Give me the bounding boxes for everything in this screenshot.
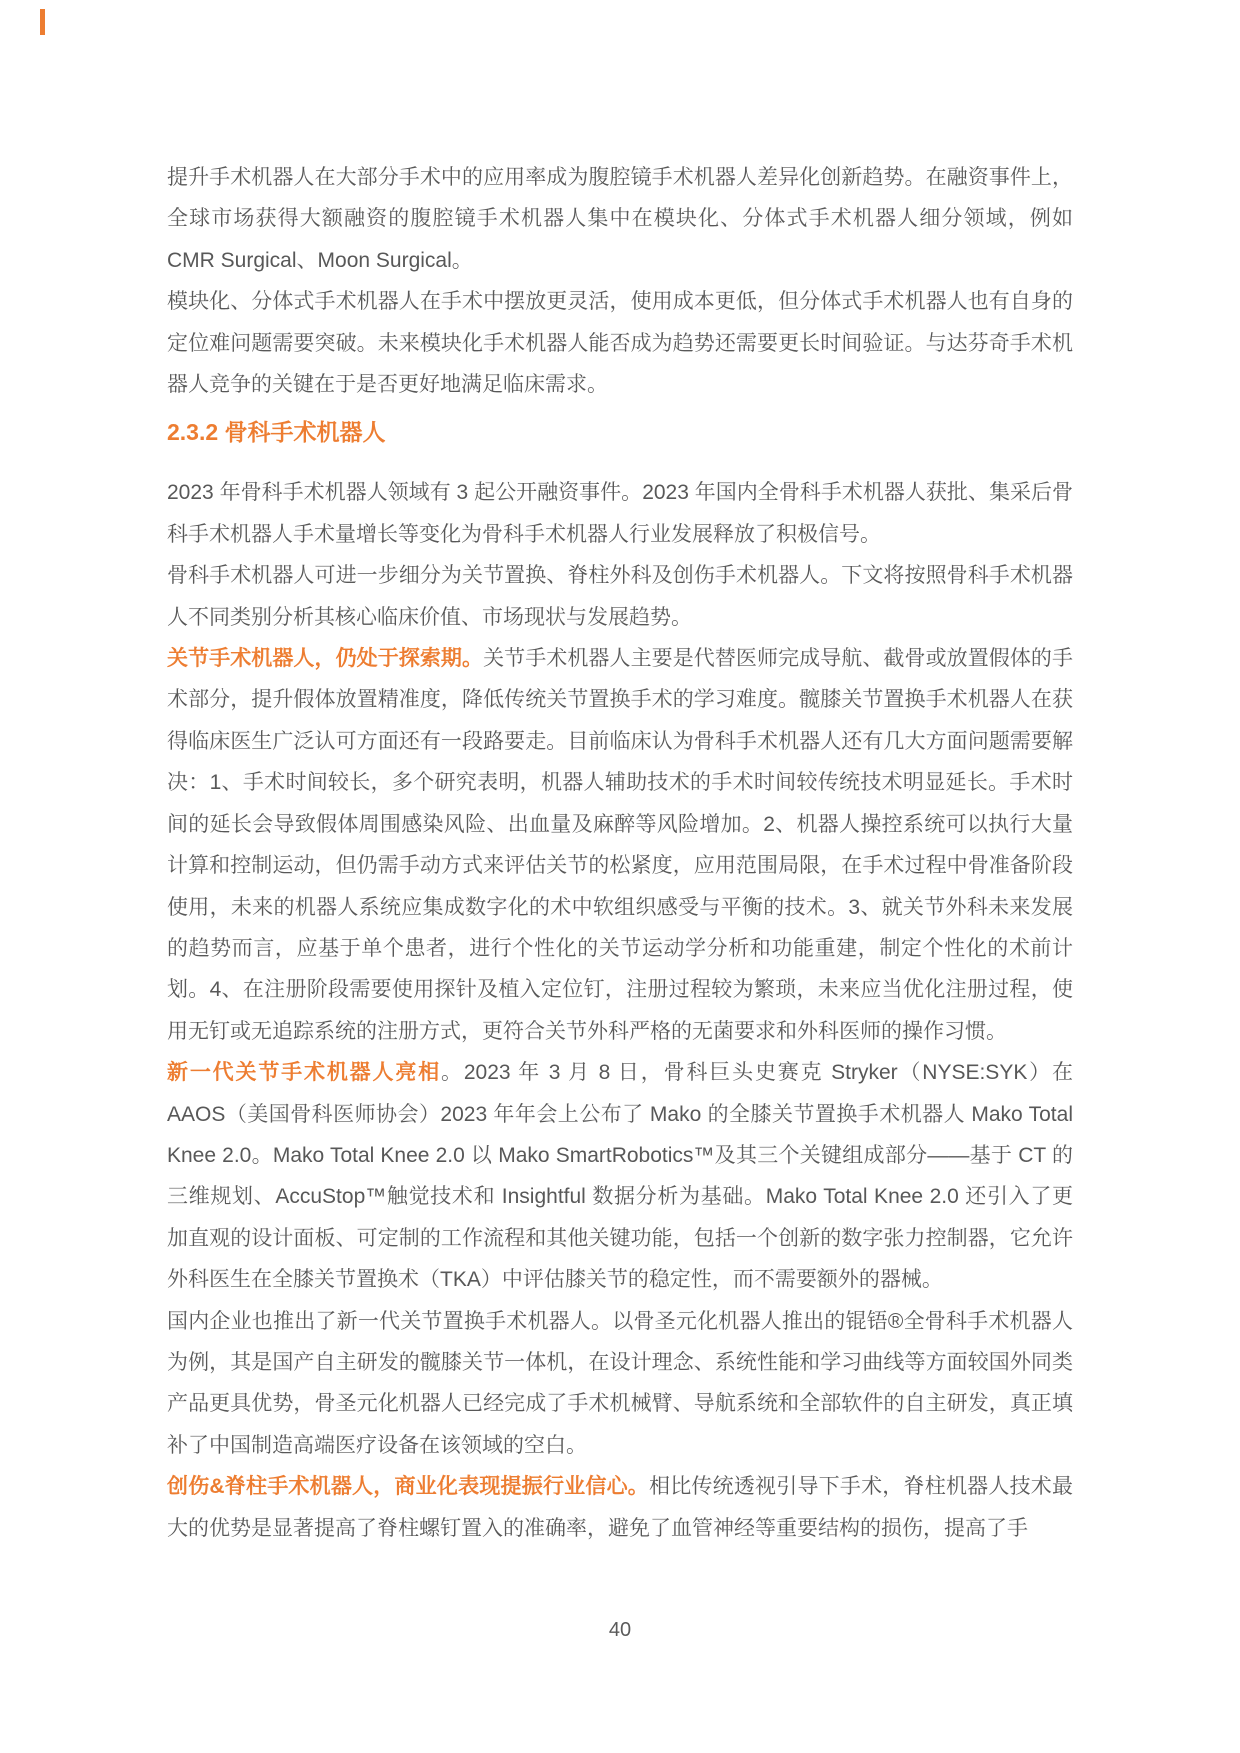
paragraph-lead-in: 新一代关节手术机器人亮相 (167, 1061, 442, 1085)
paragraph (167, 555, 1073, 638)
paragraph-lead-in: 创伤&脊柱手术机器人，商业化表现提振行业信心。 (167, 1475, 649, 1499)
paragraph-lead-in: 关节手术机器人，仍处于探索期。 (167, 647, 484, 671)
paragraph (167, 638, 1073, 1052)
paragraph (167, 472, 1073, 555)
page-body-text (167, 157, 1073, 1549)
paragraph-text: 模块化、分体式手术机器人在手术中摆放更灵活，使用成本更低，但分体式手术机器人也有自身的定位难问题需要突破。未来模块化手术机器人能否成为趋势还需要更长时间验证。与达芬奇手术机器人竞争的关键在于是否更好地满足临床需求。 (167, 290, 1073, 397)
paragraph (167, 1052, 1073, 1300)
paragraph (167, 1301, 1073, 1467)
paragraph-text: 关节手术机器人主要是代替医师完成导航、截骨或放置假体的手术部分，提升假体放置精准度，降低传统关节置换手术的学习难度。髋膝关节置换手术机器人在获得临床医生广泛认可方面还有一段路要走。目前临床认为骨科手术机器人还有几大方面问题需要解决：1、手术时间较长，多个研究表明，机器人辅助技术的手术时间较传统技术明显延长。手术时间的延长会导致假体周围感染风险、出血量及麻醉等风险增加。2、机器人操控系统可以执行大量计算和控制运动，但仍需手动方式来评估关节的松紧度，应用范围局限，在手术过程中骨准备阶段使用，未来的机器人系统应集成数字化的术中软组织感受与平衡的技术。3、就关节外科未来发展的趋势而言，应基于单个患者，进行个性化的关节运动学分析和功能重建，制定个性化的术前计划。4、在注册阶段需要使用探针及植入定位钉，注册过程较为繁琐，未来应当优化注册过程，使用无钉或无追踪系统的注册方式，更符合关节外科严格的无菌要求和外科医师的操作习惯。 (167, 647, 1074, 1043)
paragraph-text: 国内企业也推出了新一代关节置换手术机器人。以骨圣元化机器人推出的锟铻®全骨科手术机器人为例，其是国产自主研发的髋膝关节一体机，在设计理念、系统性能和学习曲线等方面较国外同类产品更具优势，骨圣元化机器人已经完成了手术机械臂、导航系统和全部软件的自主研发，真正填补了中国制造高端医疗设备在该领域的空白。 (167, 1309, 1073, 1457)
paragraph (167, 281, 1073, 405)
paragraph-text: 骨科手术机器人可进一步细分为关节置换、脊柱外科及创伤手术机器人。下文将按照骨科手术机器人不同类别分析其核心临床价值、市场现状与发展趋势。 (167, 564, 1073, 629)
paragraph-text: 。2023 年 3 月 8 日，骨科巨头史赛克 Stryker（NYSE:SYK）在 AAOS（美国骨科医师协会）2023 年年会上公布了 Mako 的全膝关节置换手术机器人 Mako Total Knee 2.0。Mako Total Knee 2.0 以 Mako SmartRobotics™及其三个关键组成部分——基于 CT 的三维规划、AccuStop™触觉技术和 Insightful 数据分析为基础。Mako Total Knee 2.0 还引入了更加直观的设计面板、可定制的工作流程和其他关键功能，包括一个创新的数字张力控制器，它允许外科医生在全膝关节置换术（TKA）中评估膝关节的稳定性，而不需要额外的器械。 (167, 1061, 1073, 1292)
corner-accent-mark (40, 9, 45, 35)
paragraph-text: 相比传统透视引导下手术，脊柱机器人技术最大的优势是显著提高了脊柱螺钉置入的准确率，避免了血管神经等重要结构的损伤，提高了手 (167, 1475, 1073, 1540)
paragraph-text: 2023 年骨科手术机器人领域有 3 起公开融资事件。2023 年国内全骨科手术机器人获批、集采后骨科手术机器人手术量增长等变化为骨科手术机器人行业发展释放了积极信号。 (167, 481, 1073, 546)
paragraph (167, 157, 1073, 281)
section-heading: 2.3.2 骨科手术机器人 (167, 419, 386, 446)
paragraph-text: 提升手术机器人在大部分手术中的应用率成为腹腔镜手术机器人差异化创新趋势。在融资事件上，全球市场获得大额融资的腹腔镜手术机器人集中在模块化、分体式手术机器人细分领域，例如 CMR Surgical、Moon Surgical。 (167, 166, 1073, 272)
page-number: 40 (608, 1619, 632, 1641)
paragraph (167, 1466, 1073, 1549)
